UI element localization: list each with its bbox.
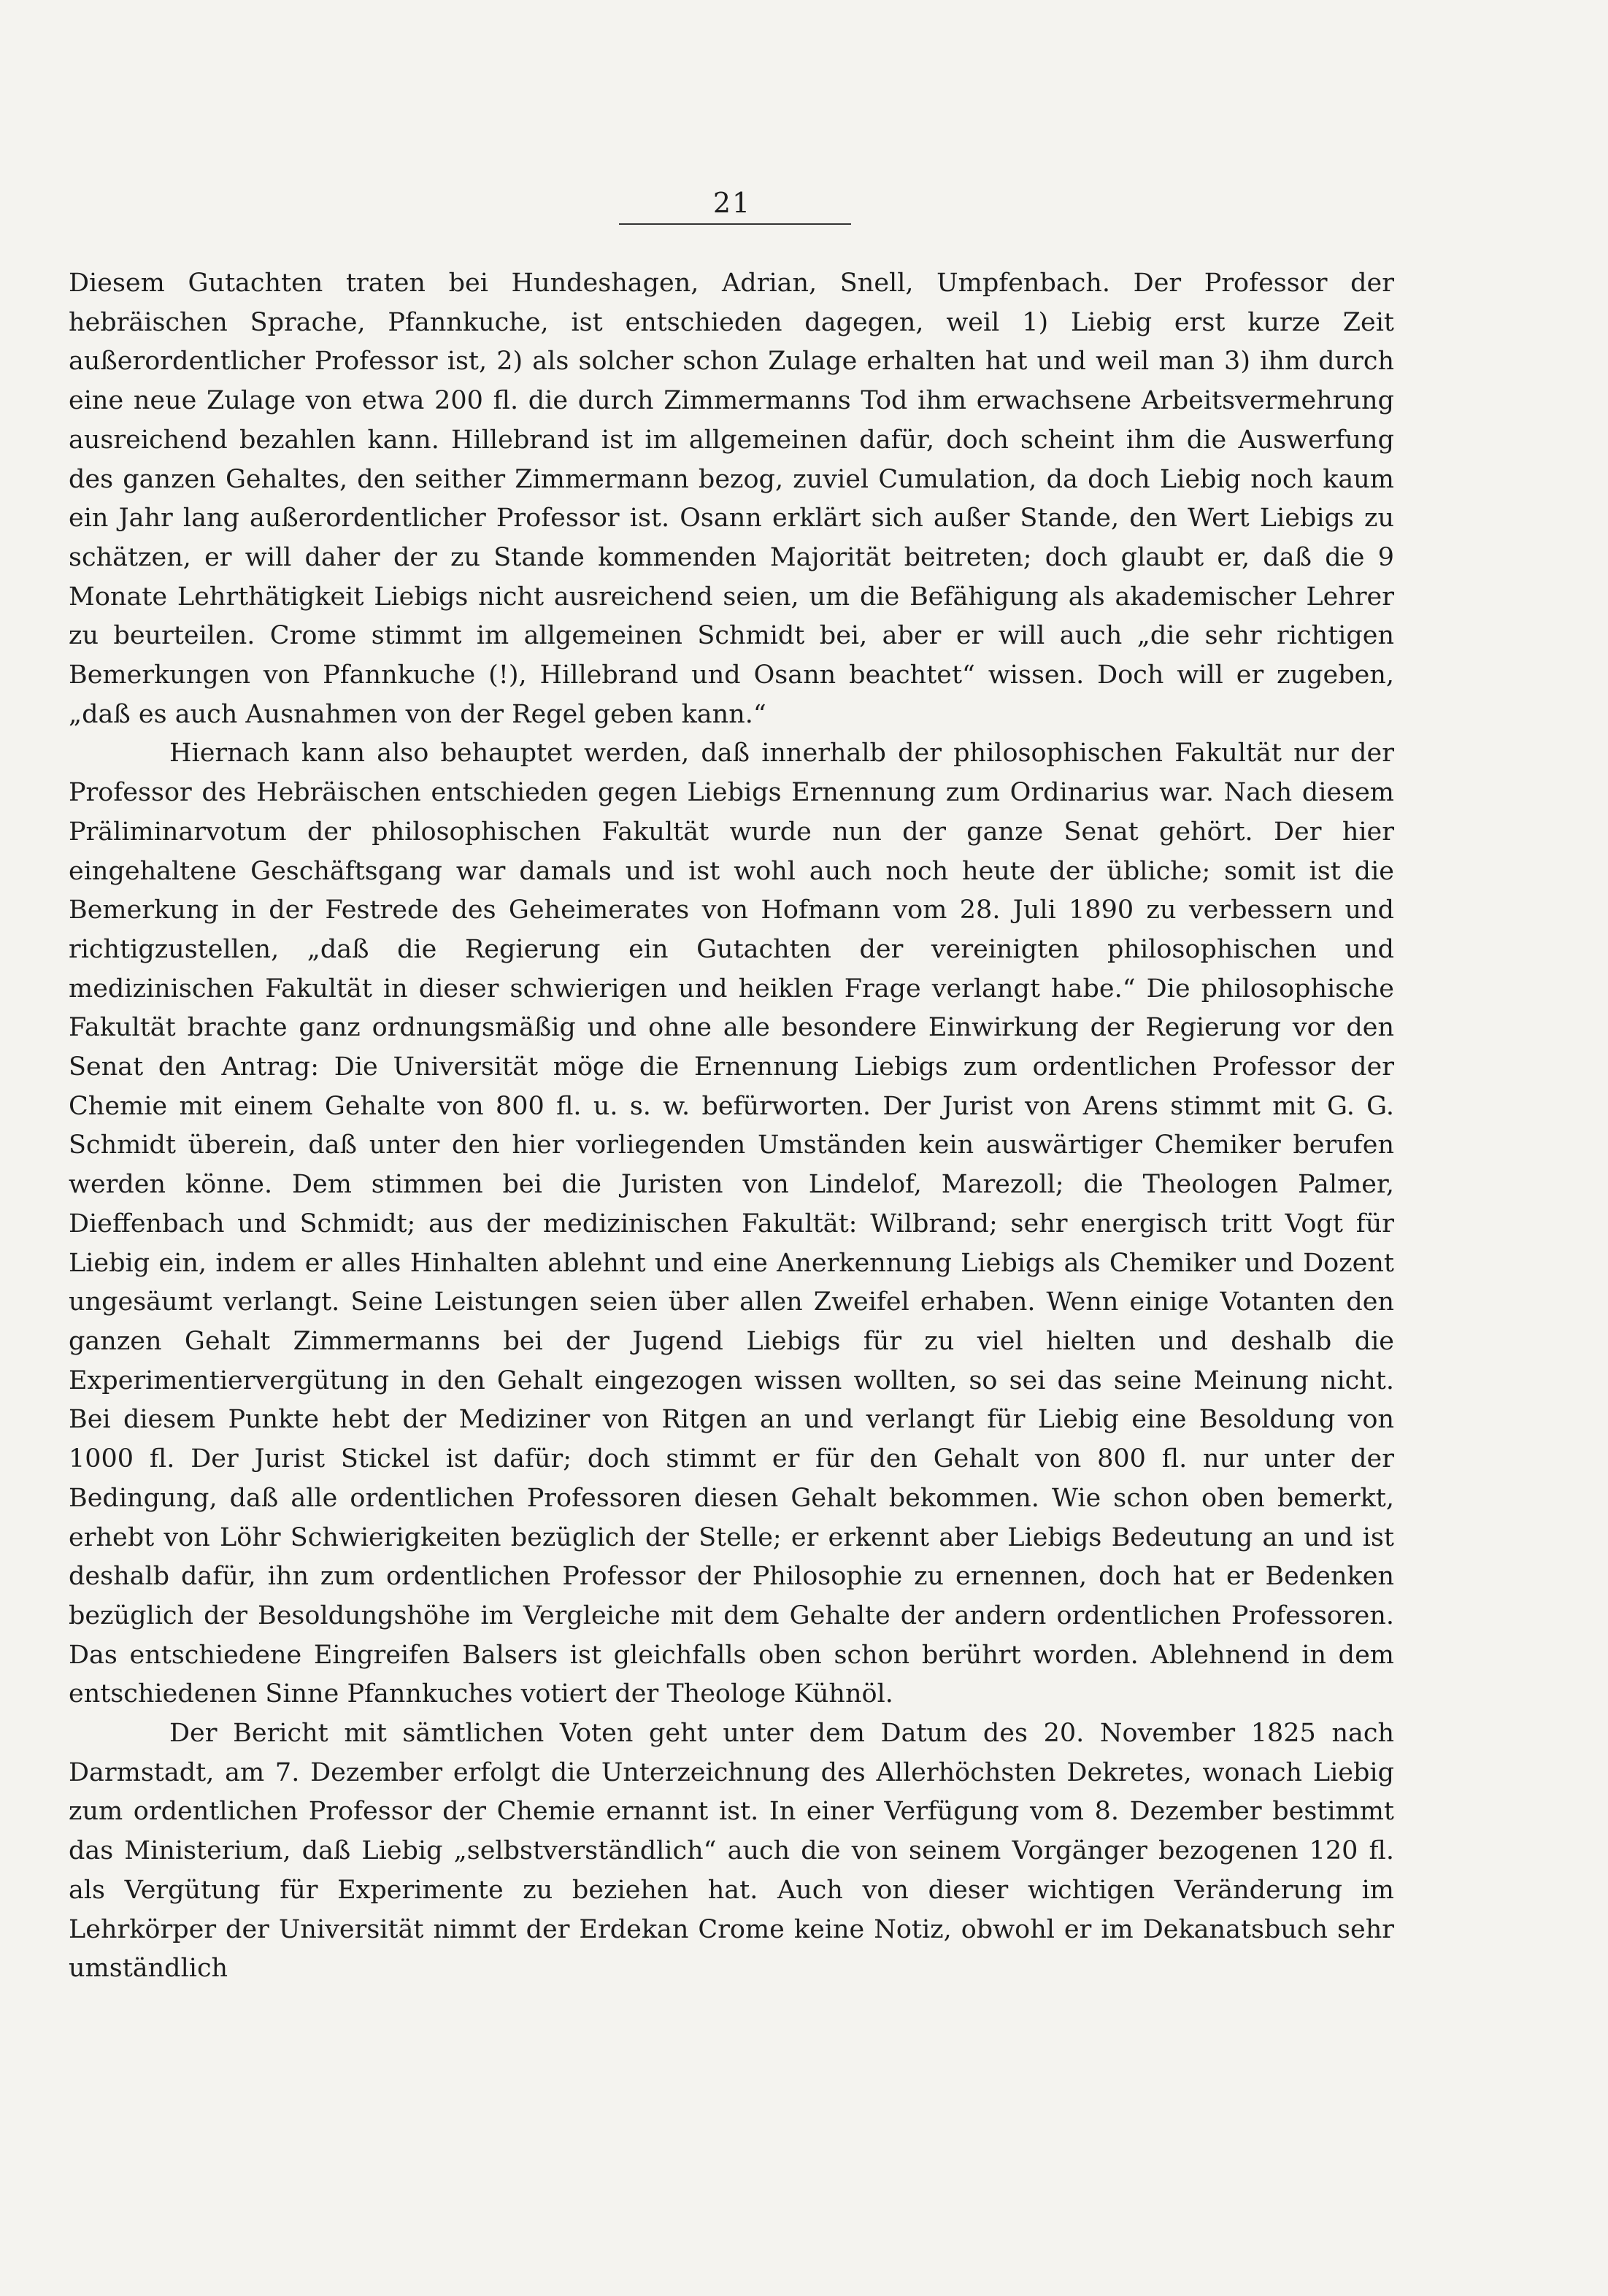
paragraph-3: Der Bericht mit sämtlichen Voten geht unter dem Datum des 20. November 1825 nach Darmstadt, am 7. Dezember erfolgt die Unterzeichnung des Allerhöchsten Dekretes, wonach Liebig zum ordentlichen Professor der Chemie ernannt ist. In einer Verfügung vom 8. Dezember bestimmt das Ministerium, daß Liebig „selbstverständlich“ auch die von seinem Vorgänger bezogenen 120 fl. als Vergütung für Experimente zu beziehen hat. Auch von dieser wichtigen Veränderung im Lehrkörper der Universität nimmt der Erdekan Crome keine Notiz, obwohl er im Dekanatsbuch sehr umständlich: [69, 1719, 1394, 1984]
paragraph-1: Diesem Gutachten traten bei Hundeshagen, Adrian, Snell, Umpfenbach. Der Professor der hebräischen Sprache, Pfannkuche, ist entschieden dagegen, weil 1) Liebig erst kurze Zeit außerordentlicher Professor ist, 2) als solcher schon Zulage erhalten hat und weil man 3) ihm durch eine neue Zulage von etwa 200 fl. die durch Zimmermanns Tod ihm erwachsene Arbeitsvermehrung ausreichend bezahlen kann. Hillebrand ist im allgemeinen dafür, doch scheint ihm die Auswerfung des ganzen Gehaltes, den seither Zimmermann bezog, zuviel Cumulation, da doch Liebig noch kaum ein Jahr lang außerordentlicher Professor ist. Osann erklärt sich außer Stande, den Wert Liebigs zu schätzen, er will daher der zu Stande kommenden Majorität beitreten; doch glaubt er, daß die 9 Monate Lehrthätigkeit Liebigs nicht ausreichend seien, um die Befähigung als akademischer Lehrer zu beurteilen. Crome stimmt im allgemeinen Schmidt bei, aber er will auch „die sehr richtigen Bemerkungen von Pfannkuche (!), Hillebrand und Osann beachtet“ wissen. Doch will er zugeben, „daß es auch Ausnahmen von der Regel geben kann.“: [69, 269, 1394, 729]
page-number: 21: [712, 187, 752, 219]
body-text: [69, 264, 1394, 1989]
header-rule: [619, 223, 851, 225]
paragraph-2: Hiernach kann also behauptet werden, daß innerhalb der philosophischen Fakultät nur der Professor des Hebräischen entschieden gegen Liebigs Ernennung zum Ordinarius war. Nach diesem Präliminarvotum der philosophischen Fakultät wurde nun der ganze Senat gehört. Der hier eingehaltene Geschäftsgang war damals und ist wohl auch noch heute der übliche; somit ist die Bemerkung in der Festrede des Geheimerates von Hofmann vom 28. Juli 1890 zu verbessern und richtigzustellen, „daß die Regierung ein Gutachten der vereinigten philosophischen und medizinischen Fakultät in dieser schwierigen und heiklen Frage verlangt habe.“ Die philosophische Fakultät brachte ganz ordnungsmäßig und ohne alle besondere Einwirkung der Regierung vor den Senat den Antrag: Die Universität möge die Ernennung Liebigs zum ordentlichen Professor der Chemie mit einem Gehalte von 800 fl. u. s. w. befürworten. Der Jurist von Arens stimmt mit G. G. Schmidt überein, daß unter den hier vorliegenden Umständen kein auswärtiger Chemiker berufen werden könne. Dem stimmen bei die Juristen von Lindelof, Marezoll; die Theologen Palmer, Dieffenbach und Schmidt; aus der medizinischen Fakultät: Wilbrand; sehr energisch tritt Vogt für Liebig ein, indem er alles Hinhalten ablehnt und eine Anerkennung Liebigs als Chemiker und Dozent ungesäumt verlangt. Seine Leistungen seien über allen Zweifel erhaben. Wenn einige Votanten den ganzen Gehalt Zimmermanns bei der Jugend Liebigs für zu viel hielten und deshalb die Experimentiervergütung in den Gehalt eingezogen wissen wollten, so sei das seine Meinung nicht. Bei diesem Punkte hebt der Mediziner von Ritgen an und verlangt für Liebig eine Besoldung von 1000 fl. Der Jurist Stickel ist dafür; doch stimmt er für den Gehalt von 800 fl. nur unter der Bedingung, daß alle ordentlichen Professoren diesen Gehalt bekommen. Wie schon oben bemerkt, erhebt von Löhr Schwierigkeiten bezüglich der Stelle; er erkennt aber Liebigs Bedeutung an und ist deshalb dafür, ihn zum ordentlichen Professor der Philosophie zu ernennen, doch hat er Bedenken bezüglich der Besoldungshöhe im Vergleiche mit dem Gehalte der andern ordentlichen Professoren. Das entschiedene Eingreifen Balsers ist gleichfalls oben schon berührt worden. Ablehnend in dem entschiedenen Sinne Pfannkuches votiert der Theologe Kühnöl.: [69, 739, 1394, 1709]
